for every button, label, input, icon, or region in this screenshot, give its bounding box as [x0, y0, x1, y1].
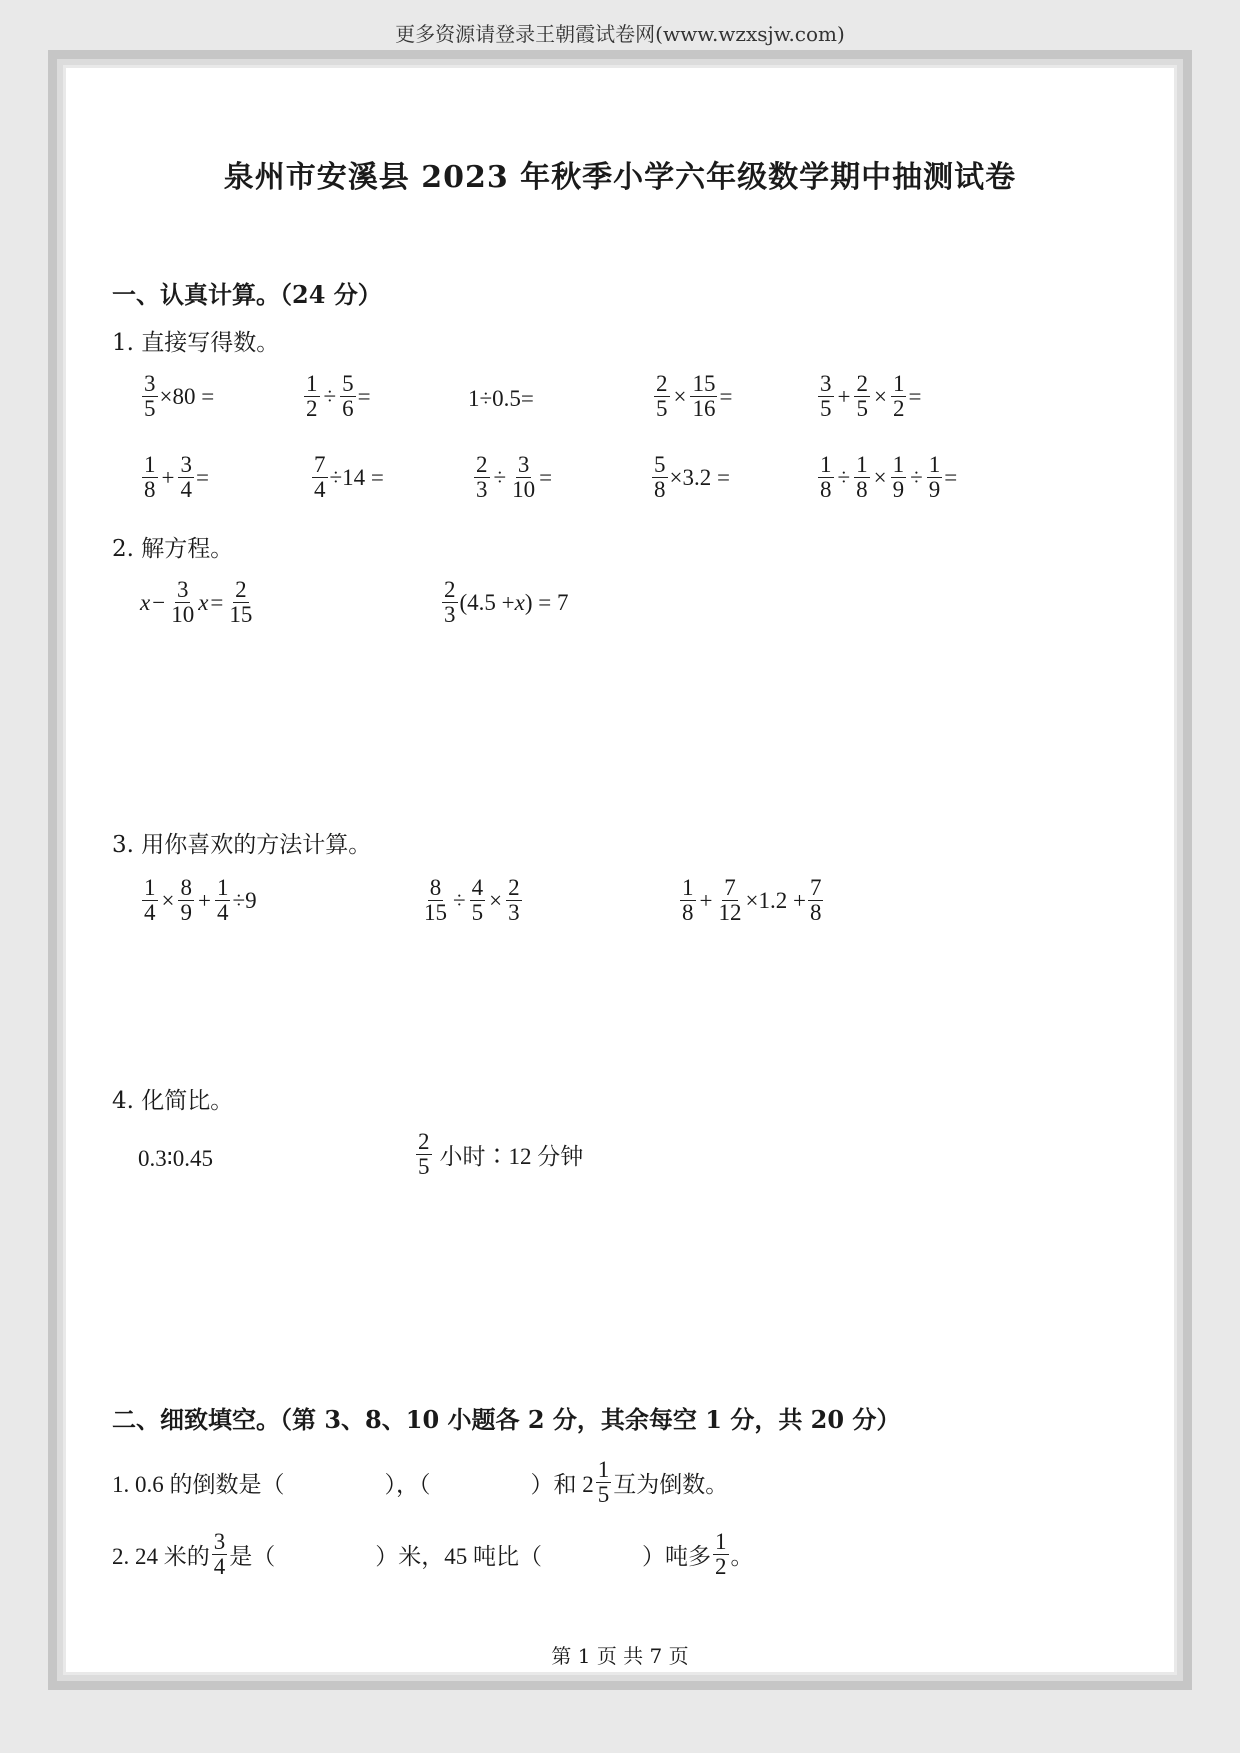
- calc-item: $\frac{1}{8}$ ÷ $\frac{1}{8}$ × $\frac{1}{9}$ ÷ $\frac{1}{9}$ =: [820, 452, 958, 503]
- q4-label: 4. 化简比。: [112, 1088, 234, 1114]
- calc-item: $\frac{1}{2}$ ÷ $\frac{5}{6}$ =: [306, 371, 371, 422]
- page-footer: 第 1 页 共 7 页: [551, 1644, 689, 1668]
- ratio-expression: 0.3∶0.45: [138, 1146, 213, 1171]
- calc-item: $\frac{3}{5}$ + $\frac{2}{5}$ × $\frac{1}{2}$ =: [820, 371, 922, 422]
- q2-label: 2. 解方程。: [112, 536, 234, 562]
- calc-item: $\frac{3}{5}$ ×80 =: [144, 371, 215, 422]
- fill-question: 2. 24 米的 $\frac{3}{4}$ 是（ ）米，45 吨比（ ）吨多 $\frac{1}{2}$ 。: [112, 1529, 754, 1580]
- calc-expression: $\frac{1}{8}$ + $\frac{7}{12}$ ×1.2 + $\frac{7}{8}$: [682, 875, 822, 926]
- q1-label: 1. 直接写得数。: [112, 330, 280, 356]
- calc-item: 1÷0.5=: [468, 386, 534, 411]
- calc-item: $\frac{2}{5}$ × $\frac{15}{16}$ =: [656, 371, 733, 422]
- ratio-expression: $\frac{2}{5}$ 小时∶12 分钟: [418, 1129, 584, 1180]
- equation: x − $\frac{3}{10}$ x = $\frac{2}{15}$: [140, 577, 253, 628]
- equation: $\frac{2}{3}$ (4.5 + x ) = 7: [444, 577, 569, 628]
- calc-item: $\frac{1}{8}$ + $\frac{3}{4}$ =: [144, 452, 209, 503]
- fill-question: 1. 0.6 的倒数是（ ），（ ）和 2 $\frac{1}{5}$ 互为倒数。: [112, 1457, 729, 1508]
- q3-label: 3. 用你喜欢的方法计算。: [112, 832, 372, 858]
- exam-title: 泉州市安溪县 2023 年秋季小学六年级数学期中抽测试卷: [223, 160, 1017, 195]
- calc-item: $\frac{7}{4}$ ÷14 =: [314, 452, 384, 503]
- calc-item: $\frac{5}{8}$ ×3.2 =: [654, 452, 730, 503]
- section1-heading: 一、认真计算。（24 分）: [112, 280, 382, 309]
- calc-item: $\frac{2}{3}$ ÷ $\frac{3}{10}$ =: [476, 452, 553, 503]
- section2-heading: 二、细致填空。（第 3、8、10 小题各 2 分，其余每空 1 分，共 20 分）: [112, 1405, 901, 1434]
- calc-expression: $\frac{8}{15}$ ÷ $\frac{4}{5}$ × $\frac{2}{3}$: [424, 875, 520, 926]
- calc-expression: $\frac{1}{4}$ × $\frac{8}{9}$ + $\frac{1}{4}$ ÷9: [144, 875, 257, 926]
- site-banner: 更多资源请登录王朝霞试卷网(www.wzxsjw.com): [395, 22, 845, 46]
